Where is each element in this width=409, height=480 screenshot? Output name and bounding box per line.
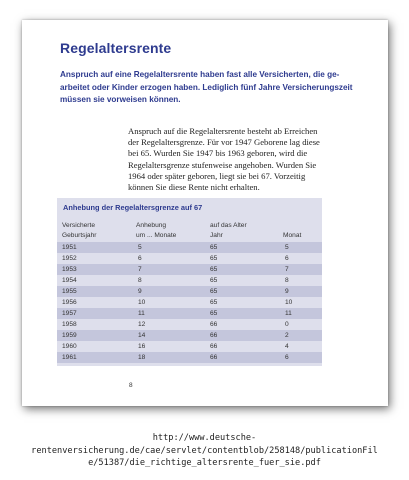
table-cell: 1954 (62, 276, 77, 284)
table-cell: 1956 (62, 298, 77, 306)
table-cell: 65 (210, 276, 218, 284)
table-row (57, 275, 322, 286)
header-cell: Anhebung (136, 222, 167, 229)
page-title: Regelaltersrente (60, 40, 172, 56)
table-cell: 4 (285, 342, 289, 350)
age-limit-table (57, 198, 322, 366)
source-line: e/51387/die_richtige_altersrente_fuer_sie.pdf (88, 458, 321, 469)
header-cell: auf das Alter (210, 222, 247, 229)
table-cell: 1952 (62, 254, 77, 262)
body-paragraph (128, 126, 368, 193)
table-cell: 10 (285, 298, 293, 306)
table-cell: 6 (285, 353, 289, 361)
page-number: 8 (129, 382, 133, 389)
table-cell: 8 (285, 276, 289, 284)
table-cell: 65 (210, 287, 218, 295)
table-cell: 10 (138, 298, 146, 306)
source-url (0, 432, 409, 470)
table-cell: 2 (285, 331, 289, 339)
table-cell: 1961 (62, 353, 77, 361)
table-cell: 6 (138, 254, 142, 262)
body-line: können Sie diese Rente nicht erhalten. (128, 182, 260, 193)
body-line: Anspruch auf die Regelaltersrente besteht ab Erreichen (128, 126, 318, 136)
table-cell: 11 (285, 309, 292, 317)
header-cell: Monat (283, 232, 302, 239)
header-cell: Geburtsjahr (62, 232, 97, 239)
lead-paragraph (60, 69, 360, 107)
source-line: http://www.deutsche- (152, 433, 257, 443)
table-cell: 66 (210, 342, 218, 350)
table-cell: 1959 (62, 331, 77, 339)
table-cell: 65 (210, 254, 218, 262)
table-row (57, 352, 322, 363)
table-cell: 18 (138, 353, 146, 361)
table-cell: 66 (210, 331, 218, 339)
table-row (57, 264, 322, 275)
table-cell: 1958 (62, 320, 77, 328)
table-cell: 6 (285, 254, 289, 262)
table-row (57, 253, 322, 264)
table-body (57, 242, 322, 363)
table-title: Anhebung der Regelaltersgrenze auf 67 (63, 203, 203, 212)
table-row (57, 330, 322, 341)
table-cell: 16 (138, 342, 146, 350)
source-line: rentenversicherung.de/cae/servlet/contentblob/258148/publicationFil (31, 445, 378, 456)
table-cell: 1960 (62, 342, 77, 350)
table-cell: 7 (138, 265, 142, 273)
table-row (57, 319, 322, 330)
table-cell: 1955 (62, 287, 77, 295)
table-cell: 9 (138, 287, 142, 295)
lead-line: müssen sie vorweisen können. (60, 95, 181, 104)
table-cell: 5 (138, 243, 142, 251)
table-cell: 65 (210, 309, 218, 317)
table-cell: 11 (138, 309, 145, 317)
header-cell: Jahr (210, 232, 223, 239)
table-cell: 66 (210, 353, 218, 361)
table-cell: 14 (138, 331, 146, 339)
table-row (57, 308, 322, 319)
body-line: 1964 oder später geboren, liegt sie bei 67. Vorzeitig (128, 170, 306, 181)
header-cell: Versicherte (62, 222, 95, 229)
lead-line: Anspruch auf eine Regelaltersrente haben fast alle Versicherten, die ge- (60, 70, 340, 79)
table-cell: 1957 (62, 309, 77, 317)
table-cell: 7 (285, 265, 289, 273)
body-line: bei 65. Wurden Sie 1947 bis 1963 geboren, wird die (128, 148, 308, 159)
table-cell: 1951 (62, 243, 77, 251)
table-cell: 65 (210, 298, 218, 306)
table-cell: 0 (285, 320, 289, 328)
table-cell: 65 (210, 243, 218, 251)
table-row (57, 242, 322, 253)
table-cell: 12 (138, 320, 146, 328)
header-cell: um ... Monate (136, 232, 177, 239)
table-row (57, 286, 322, 297)
table-cell: 65 (210, 265, 218, 273)
table-cell: 8 (138, 276, 142, 284)
table-cell: 9 (285, 287, 289, 295)
table-cell: 1953 (62, 265, 77, 273)
body-line: Regelaltersgrenze stufenweise angehoben. Wurden Sie (128, 159, 317, 170)
table-cell: 66 (210, 320, 218, 328)
lead-line: arbeitet oder Kinder erzogen haben. Lediglich fünf Jahre Versicherungszeit (60, 82, 353, 92)
table-row (57, 297, 322, 308)
table-cell: 5 (285, 243, 289, 251)
table-row (57, 341, 322, 352)
body-line: der Regelaltersgrenze. Für vor 1947 Geborene lag diese (128, 137, 320, 148)
